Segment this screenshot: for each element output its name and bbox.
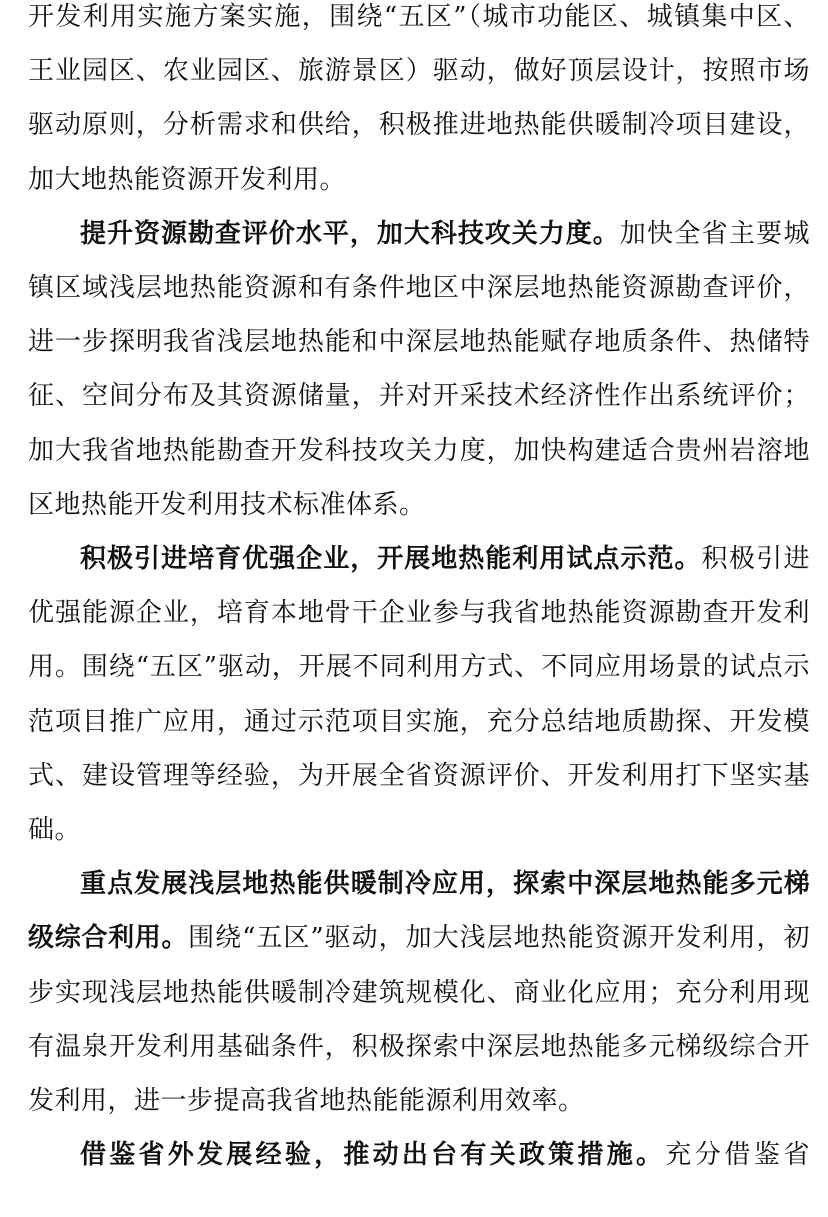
paragraph-1-text: 开发利用实施方案实施，围绕“五区”（城市功能区、城镇集中区、王业园区、农业园区、旅游景区）驱动，做好顶层设计，按照市场驱动原则，分析需求和供给，积极推进地热能供暖制冷项目建设，加大地热能资源开发利用。 (28, 2, 810, 195)
paragraph-2-heading: 提升资源勘查评价水平，加大科技攻关力度。 (80, 218, 620, 249)
paragraph-5-heading: 借鉴省外发展经验，推动出台有关政策措施。 (80, 1140, 666, 1171)
paragraph-continuation (28, 0, 810, 207)
paragraph-3-text: 积极引进优强能源企业，培育本地骨干企业参与我省地热能资源勘查开发利用。围绕“五区”驱动，开展不同利用方式、不同应用场景的试点示范项目推广应用，通过示范项目实施，充分总结地质勘探、开发模式、建设管理等经验，为开展全省资源评价、开发利用打下坚实基础。 (28, 544, 810, 846)
paragraph-2-text: 加快全省主要城镇区域浅层地热能资源和有条件地区中深层地热能资源勘查评价，进一步探明我省浅层地热能和中深层地热能赋存地质条件、热储特征、空间分布及其资源储量，并对开采技术经济性作出系统评价；加大我省地热能勘查开发科技攻关力度，加快构建适合贵州岩溶地区地热能开发利用技术标准体系。 (28, 218, 810, 520)
paragraph-4-heading: 重点发展浅层地热能供暖制冷应用，探索中深层地热能多元梯级综合利用。 (28, 869, 810, 954)
paragraph-shallow-geothermal (28, 857, 810, 1128)
paragraph-resource-survey (28, 207, 810, 532)
paragraph-policy-measures (28, 1128, 810, 1182)
paragraph-5-text: 充分借鉴省 (665, 1140, 810, 1171)
paragraph-enterprise-pilot (28, 532, 810, 857)
document-body (28, 0, 810, 1182)
paragraph-4-text: 围绕“五区”驱动，加大浅层地热能资源开发利用，初步实现浅层地热能供暖制冷建筑规模化、商业化应用；充分利用现有温泉开发利用基础条件，积极探索中深层地热能多元梯级综合开发利用，进一步提高我省地热能能源利用效率。 (28, 923, 810, 1117)
paragraph-3-heading: 积极引进培育优强企业，开展地热能利用试点示范。 (80, 544, 702, 575)
